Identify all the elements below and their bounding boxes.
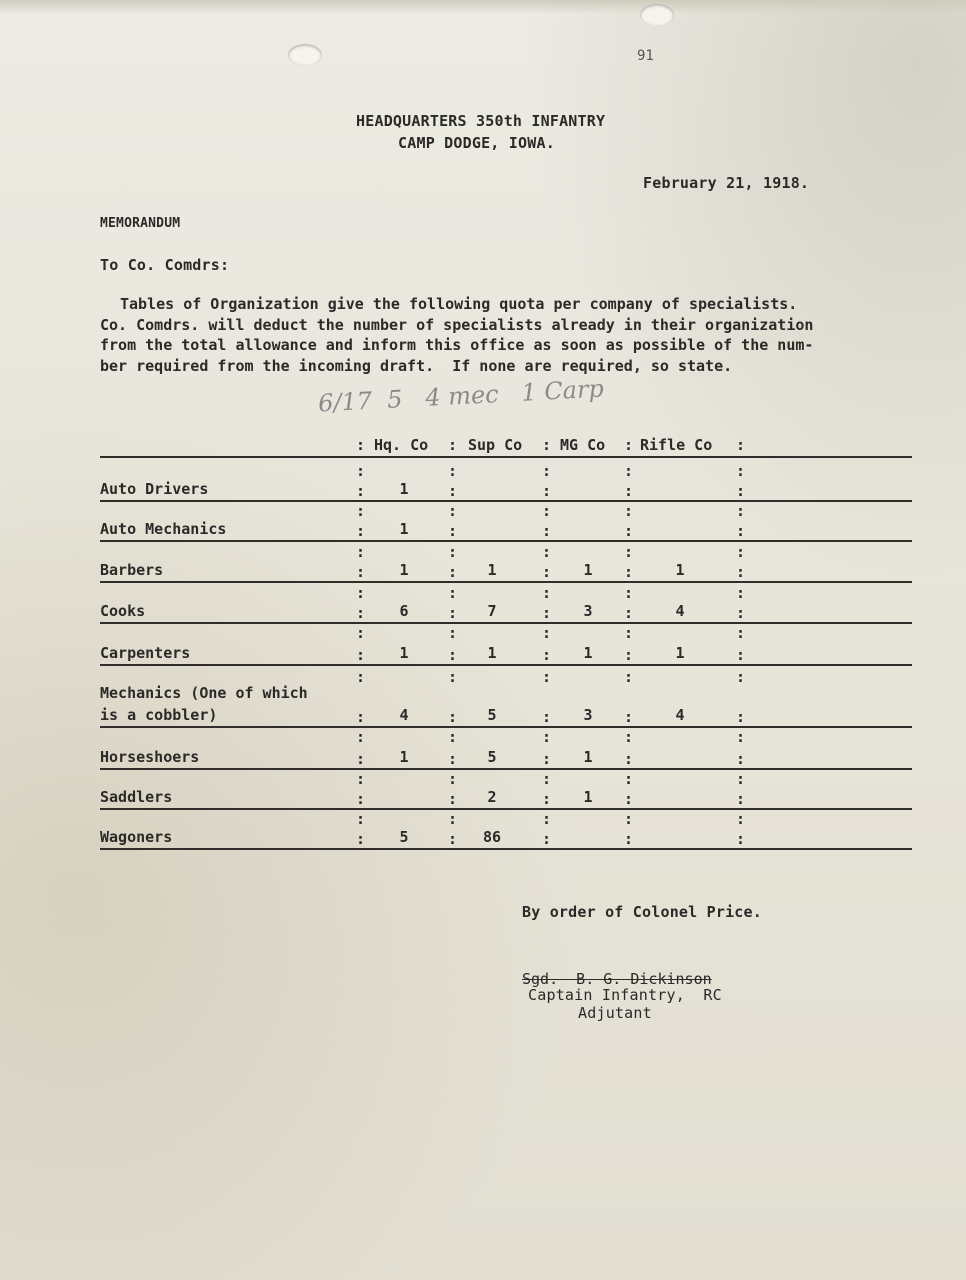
column-header: Hq. Co bbox=[374, 436, 429, 454]
table-row bbox=[100, 728, 912, 770]
table-cell: 4 bbox=[675, 602, 685, 620]
page-mark: 91 bbox=[637, 48, 654, 64]
body-line: Co. Comdrs. will deduct the number of specialists already in their organization bbox=[100, 315, 814, 334]
column-separator: : bbox=[356, 624, 366, 642]
column-separator: : bbox=[448, 790, 458, 808]
body-line: ber required from the incoming draft. If none are required, so state. bbox=[100, 356, 733, 375]
row-label: Auto Mechanics bbox=[100, 520, 227, 538]
column-separator: : bbox=[542, 543, 552, 561]
column-separator: : bbox=[448, 563, 458, 581]
column-separator: : bbox=[356, 728, 366, 746]
table-row bbox=[100, 584, 912, 624]
column-separator: : bbox=[736, 668, 746, 686]
column-separator: : bbox=[356, 830, 366, 848]
page-edge bbox=[0, 0, 966, 14]
column-separator: : bbox=[448, 728, 458, 746]
row-label: Wagoners bbox=[100, 828, 173, 846]
table-cell: 5 bbox=[487, 706, 497, 724]
column-separator: : bbox=[736, 522, 746, 540]
table-cell: 5 bbox=[399, 828, 409, 846]
column-separator: : bbox=[448, 543, 458, 561]
column-separator: : bbox=[448, 668, 458, 686]
column-separator: : bbox=[542, 646, 552, 664]
column-separator: : bbox=[624, 584, 634, 602]
column-separator: : bbox=[736, 646, 746, 664]
signature-title: Captain Infantry, RC bbox=[528, 986, 722, 1004]
column-separator: : bbox=[736, 830, 746, 848]
handwritten-note: 6/17 5 4 mec 1 Carp bbox=[317, 374, 605, 418]
column-separator: : bbox=[356, 502, 366, 520]
column-separator: : bbox=[624, 668, 634, 686]
column-separator: : bbox=[356, 563, 366, 581]
column-separator: : bbox=[356, 604, 366, 622]
column-separator: : bbox=[624, 624, 634, 642]
punch-hole bbox=[640, 4, 674, 26]
column-separator: : bbox=[356, 750, 366, 768]
column-separator: : bbox=[736, 770, 746, 788]
table-cell: 3 bbox=[583, 602, 593, 620]
table-row bbox=[100, 668, 912, 728]
column-separator: : bbox=[542, 584, 552, 602]
table-cell: 4 bbox=[675, 706, 685, 724]
column-separator: : bbox=[356, 668, 366, 686]
column-separator: : bbox=[448, 708, 458, 726]
table-header-row: : Hq. Co : Sup Co : MG Co : Rifle Co : bbox=[356, 436, 746, 454]
column-separator: : bbox=[624, 830, 634, 848]
column-header: Rifle Co bbox=[640, 436, 713, 454]
column-separator: : bbox=[736, 482, 746, 500]
column-separator: : bbox=[624, 728, 634, 746]
column-separator: : bbox=[356, 462, 366, 480]
row-label: Cooks bbox=[100, 602, 146, 620]
signature-role: Adjutant bbox=[578, 1004, 652, 1022]
column-separator: : bbox=[356, 584, 366, 602]
table-cell: 6 bbox=[399, 602, 409, 620]
column-separator: : bbox=[542, 668, 552, 686]
header-rule bbox=[100, 456, 912, 458]
table-row bbox=[100, 770, 912, 810]
table-cell: 3 bbox=[583, 706, 593, 724]
column-separator: : bbox=[624, 750, 634, 768]
table-cell: 1 bbox=[399, 480, 409, 498]
column-separator: : bbox=[542, 708, 552, 726]
column-separator: : bbox=[736, 810, 746, 828]
table-cell: 5 bbox=[487, 748, 497, 766]
header-line-1: HEADQUARTERS 350th INFANTRY bbox=[356, 112, 606, 130]
column-separator: : bbox=[448, 502, 458, 520]
table-row bbox=[100, 502, 912, 542]
column-separator: : bbox=[624, 646, 634, 664]
table-row bbox=[100, 810, 912, 850]
punch-hole bbox=[288, 44, 322, 66]
column-separator: : bbox=[624, 522, 634, 540]
column-separator: : bbox=[356, 810, 366, 828]
column-separator: : bbox=[448, 830, 458, 848]
table-cell: 86 bbox=[482, 828, 502, 846]
column-separator: : bbox=[736, 708, 746, 726]
table-cell: 1 bbox=[487, 561, 497, 579]
column-separator: : bbox=[448, 624, 458, 642]
addressee: To Co. Comdrs: bbox=[100, 256, 230, 274]
row-label: Horseshoers bbox=[100, 748, 200, 766]
column-separator: : bbox=[542, 604, 552, 622]
table-cell: 1 bbox=[399, 561, 409, 579]
column-separator: : bbox=[542, 522, 552, 540]
column-separator: : bbox=[356, 770, 366, 788]
column-separator: : bbox=[736, 604, 746, 622]
column-separator: : bbox=[624, 462, 634, 480]
row-rule bbox=[100, 848, 912, 850]
table-cell: 1 bbox=[487, 644, 497, 662]
table-cell: 1 bbox=[399, 644, 409, 662]
column-separator: : bbox=[542, 790, 552, 808]
column-separator: : bbox=[542, 624, 552, 642]
column-separator: : bbox=[542, 462, 552, 480]
table-cell: 1 bbox=[675, 644, 685, 662]
column-separator: : bbox=[448, 810, 458, 828]
column-separator: : bbox=[736, 462, 746, 480]
row-rule bbox=[100, 540, 912, 542]
column-separator: : bbox=[542, 830, 552, 848]
column-separator: : bbox=[624, 790, 634, 808]
column-separator: : bbox=[542, 563, 552, 581]
column-separator: : bbox=[542, 482, 552, 500]
body-line: from the total allowance and inform this office as soon as possible of the num- bbox=[100, 336, 814, 354]
column-separator: : bbox=[736, 543, 746, 561]
column-separator: : bbox=[356, 543, 366, 561]
column-separator: : bbox=[542, 770, 552, 788]
column-separator: : bbox=[448, 462, 458, 480]
memo-label: MEMORANDUM bbox=[100, 216, 181, 231]
column-separator: : bbox=[624, 708, 634, 726]
table-cell: 1 bbox=[583, 788, 593, 806]
table-cell: 4 bbox=[399, 706, 409, 724]
row-label: Barbers bbox=[100, 561, 164, 579]
column-header: MG Co bbox=[560, 436, 606, 454]
column-separator: : bbox=[736, 584, 746, 602]
column-separator: : bbox=[624, 502, 634, 520]
column-separator: : bbox=[448, 604, 458, 622]
column-header: Sup Co bbox=[468, 436, 523, 454]
header-line-2: CAMP DODGE, IOWA. bbox=[398, 134, 555, 152]
memo-date: February 21, 1918. bbox=[643, 174, 810, 192]
column-separator: : bbox=[448, 646, 458, 664]
row-label: Carpenters bbox=[100, 644, 191, 662]
column-separator: : bbox=[448, 770, 458, 788]
row-label: Auto Drivers bbox=[100, 480, 209, 498]
table-cell: 1 bbox=[399, 520, 409, 538]
column-separator: : bbox=[448, 522, 458, 540]
column-separator: : bbox=[624, 810, 634, 828]
column-separator: : bbox=[542, 502, 552, 520]
signature-name: Sgd. B. G. Dickinson bbox=[522, 970, 712, 988]
column-separator: : bbox=[356, 522, 366, 540]
column-separator: : bbox=[624, 543, 634, 561]
body-line: Tables of Organization give the following quota per company of specialists. bbox=[120, 295, 798, 313]
table-cell: 7 bbox=[487, 602, 497, 620]
column-separator: : bbox=[624, 482, 634, 500]
column-separator: : bbox=[356, 482, 366, 500]
column-separator: : bbox=[356, 790, 366, 808]
column-separator: : bbox=[736, 502, 746, 520]
row-label: Mechanics (One of which is a cobbler) bbox=[100, 684, 308, 724]
table-row bbox=[100, 624, 912, 666]
column-separator: : bbox=[542, 750, 552, 768]
table-row bbox=[100, 543, 912, 583]
table-cell: 1 bbox=[399, 748, 409, 766]
column-separator: : bbox=[624, 604, 634, 622]
table-row bbox=[100, 462, 912, 502]
column-separator: : bbox=[736, 728, 746, 746]
column-separator: : bbox=[624, 770, 634, 788]
row-label: Saddlers bbox=[100, 788, 173, 806]
column-separator: : bbox=[624, 563, 634, 581]
table-cell: 1 bbox=[583, 644, 593, 662]
closing-line: By order of Colonel Price. bbox=[522, 903, 762, 921]
column-separator: : bbox=[736, 563, 746, 581]
column-separator: : bbox=[448, 750, 458, 768]
column-separator: : bbox=[448, 482, 458, 500]
table-cell: 2 bbox=[487, 788, 497, 806]
table-cell: 1 bbox=[583, 748, 593, 766]
table-cell: 1 bbox=[583, 561, 593, 579]
row-rule bbox=[100, 581, 912, 583]
column-separator: : bbox=[448, 584, 458, 602]
column-separator: : bbox=[736, 790, 746, 808]
column-separator: : bbox=[736, 624, 746, 642]
column-separator: : bbox=[736, 750, 746, 768]
column-separator: : bbox=[542, 728, 552, 746]
column-separator: : bbox=[356, 646, 366, 664]
column-separator: : bbox=[356, 708, 366, 726]
column-separator: : bbox=[542, 810, 552, 828]
table-cell: 1 bbox=[675, 561, 685, 579]
row-rule bbox=[100, 664, 912, 666]
body-paragraph bbox=[100, 294, 915, 376]
